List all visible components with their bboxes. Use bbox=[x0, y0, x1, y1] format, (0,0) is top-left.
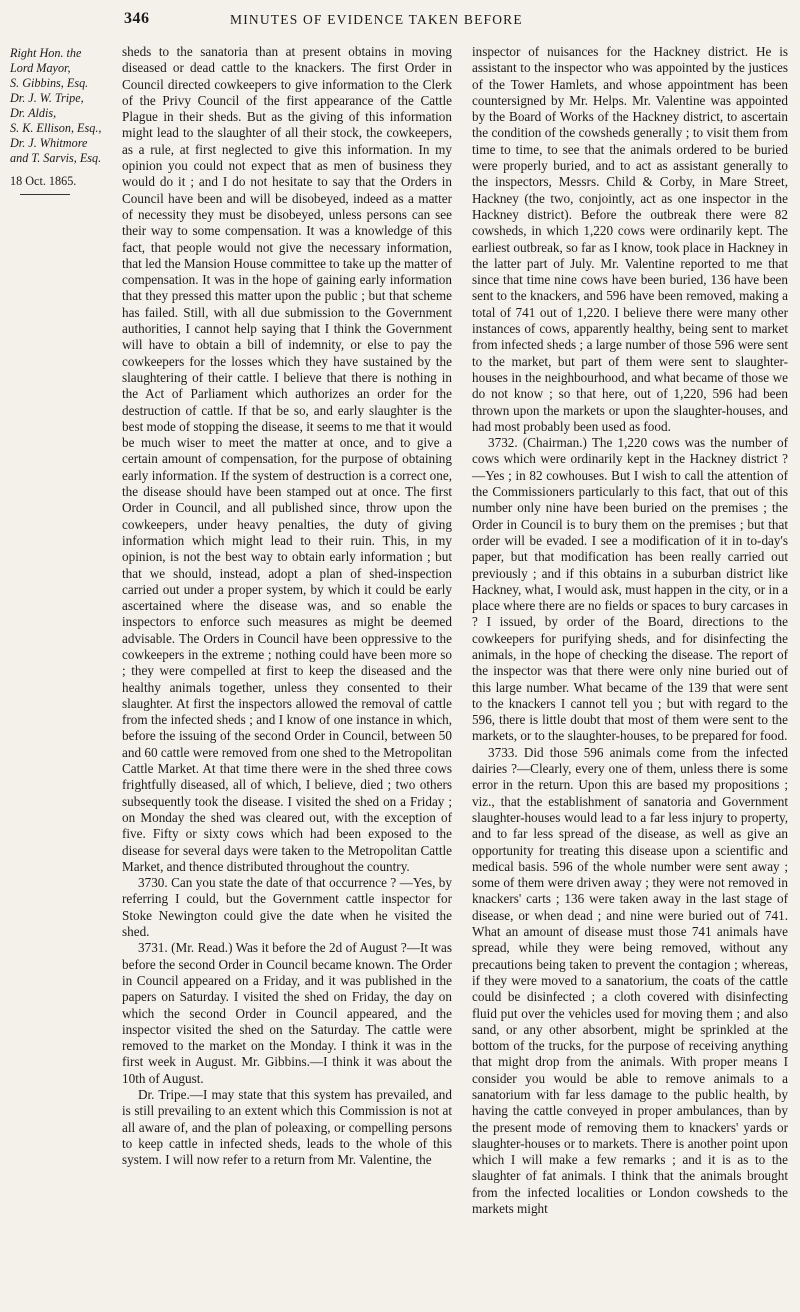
margin-note bbox=[10, 46, 102, 199]
left-column bbox=[122, 44, 452, 1168]
margin-rule bbox=[20, 194, 70, 195]
witness-gibbins: S. Gibbins, Esq. bbox=[10, 76, 89, 90]
paragraph-3730: 3730. Can you state the date of that occurrence ? —Yes, by referring I could, but the Government cattle inspector for Stoke Newington could give the date when he visited the shed. bbox=[122, 875, 452, 940]
paragraph-dr-tripe: Dr. Tripe.—I may state that this system has prevailed, and is still prevailing to an extent which this Commission is not at all aware of, and the plan of poleaxing, or compelling persons to keep cattle in infected sheds, leads to the whole of this system. I will now refer to a return from Mr. Valentine, the bbox=[122, 1087, 452, 1168]
witness-ellison: S. K. Ellison, Esq., bbox=[10, 121, 102, 135]
witness-aldis: Dr. Aldis, bbox=[10, 106, 57, 120]
paragraph: inspector of nuisances for the Hackney district. He is assistant to the inspector who was appointed by the justices of the Tower Hamlets, and whose appointment has been countersigned by Mr. Helps. Mr. Valentine was appointed by the Board of Works of the Hackney district, to ascertain the condition of the cowsheds generally ; to visit them from time to time, to see that the animals ordered to be buried were properly buried, and to act as assistant generally to the inspectors, Messrs. Child & Corby, in Mare Street, Hackney (the two, conjointly, act as one inspector in the Hackney district). Before the outbreak there were 82 cowsheds, in which 1,220 cows were ordinarily kept. The earliest outbreak, so far as I know, took place in Hackney in the latter part of July. Mr. Valentine reported to me that since that time nine cows have been buried, 136 have been sent to the knackers, and 596 have been removed, making a total of 741 out of 1,220. I believe there were many other instances of cows, apparently healthy, being sent to market from infected sheds ; a large number of those 596 were sent to the market, but part of them were sent to slaughter-houses in the neighbourhood, and what became of those we do not know ; so that here, out of 1,220, 596 had been thrown upon the markets or upon the slaughter-houses, and had most probably been used as food. bbox=[472, 44, 788, 434]
right-column bbox=[472, 44, 788, 1217]
witness-whitmore-sarvis: Dr. J. Whitmore and T. Sarvis, Esq. bbox=[10, 136, 102, 165]
running-head: MINUTES OF EVIDENCE TAKEN BEFORE bbox=[230, 12, 523, 27]
page-number: 346 bbox=[124, 10, 150, 27]
hearing-date: 18 Oct. 1865. bbox=[10, 174, 77, 188]
witness-lord-mayor: Right Hon. the Lord Mayor, bbox=[10, 46, 82, 75]
paragraph-3732: 3732. (Chairman.) The 1,220 cows was the number of cows which were ordinarily kept in the Hackney district ?—Yes ; in 82 cowhouses. But I wish to call the attention of the Commissioners particularly to this fact, that out of this number only nine have been buried on the premises ; the Order in Council is to bury them on the premises ; but that order will be evaded. I see a modification of it in to-day's paper, but that modification has been really carried out previously ; and if this obtains in a suburban district like Hackney, what, I would ask, must happen in the city, or in a place where there are no fields or spaces to bury carcases in ? I issued, by order of the Board, directions to the cowkeepers for purifying sheds, and for disinfecting the animals, in the hope of checking the disease. The report of the inspector was that there were only nine buried out of this large number. What became of the 139 that were sent to the knackers I cannot tell you ; but with regard to the 596, there is little doubt that most of them were sent to the markets, or to the slaughter-houses, to be prepared for food. bbox=[472, 435, 788, 744]
paragraph-3733: 3733. Did those 596 animals come from the infected dairies ?—Clearly, every one of them, unless there is some error in the return. Upon this are based my propositions ; viz., that the establishment of sanatoria and Government slaughter-houses would lead to a far less injury to property, and to far less spread of the disease, as well as give an opportunity for treating this disease upon a scientific and medical basis. 596 of the whole number were sent away ; some of them were driven away ; they were not removed in knackers' carts ; 136 were taken away in the last stage of disease, or when dead ; and nine were buried out of 741. What an amount of disease must those 741 animals have spread, while they were being removed, without any precautions being taken to prevent the contagion ; whereas, if they were moved to a sanatorium, the coats of the cattle could be disinfected ; a cloth covered with disinfecting fluid put over the vehicles used for moving them ; and also sand, or any other absorbent, might be sprinkled at the bottom of the trucks, for the purpose of receiving anything that might drop from the animals. With proper means I consider you would be able to remove animals to a sanatorium with far less damage to the public health, by having the cattle conveyed in proper ambulances, than by the present mode of removing them to knackers' yards or slaughter-houses or to markets. There is another point upon which I will make a few remarks ; and it is as to the slaughter of fat animals. I think that the animals brought from the infected localities or London cowsheds to the markets might bbox=[472, 744, 788, 1217]
paragraph-3731: 3731. (Mr. Read.) Was it before the 2d of August ?—It was before the second Order in Council became known. The Order in Council appeared on a Friday, and it was published in the papers on Saturday. I visited the shed on Friday, the day on which the second Order in Council appeared, and the inspector visited the shed on the Saturday. The cattle were removed to the market on the Monday. I think it was in the first week in August. Mr. Gibbins.—I think it was about the 10th of August. bbox=[122, 940, 452, 1086]
paragraph: sheds to the sanatoria than at present obtains in moving diseased or dead cattle to the knackers. The first Order in Council directed cowkeepers to give information to the Clerk of the Privy Council of the first appearance of the Cattle Plague in their sheds. But as the giving of this information might lead to the slaughter of all their stock, the cowkeepers, as a rule, at first neglected to give this information. In my opinion you could not expect that as men of business they would do it ; and I do not hesitate to say that the Orders in Council have been and will be disobeyed, indeed as a matter of necessity they must be disobeyed, unless persons can see their way to some compensation. It was a knowledge of this fact, that people would not give the necessary information, that led the Mansion House committee to take up the matter of compensation. It was in the hope of gaining early information that they pressed this matter upon the public ; but that scheme has failed. Still, with all due submission to the Government authorities, I cannot help saying that I think the Government will have to obtain a bill of indemnity, or else to pay the cowkeepers for the losses which they have sustained by the slaughtering of their cattle. I believe that there is nothing in the Act of Parliament which authorizes an order for the destruction of cattle. If that be so, and early slaughter is the best mode of stopping the disease, it seems to me that it would be much wiser to meet the matter at once, and to give a certain amount of compensation, for the purpose of obtaining early information. If the system of destruction is a correct one, the disease should have been stamped out at once. The first Order in Council, and all published since, throw upon the cowkeepers, under heavy penalties, the duty of giving information which might lead to their ruin. This, in my opinion, is not the best way to obtain early information ; but that we should, instead, adopt a plan of shed-inspection carried out under a proper system, by which it could be early ascertained where the disease was, and so enable the inspectors to enforce such measures as might be deemed advisable. The Orders in Council have been oppressive to the cowkeepers in the extreme ; nothing could have been more so ; they were compelled at first to keep the diseased and the healthy animals together, unless they consented to their slaughter. At first the inspectors allowed the removal of cattle from the infected sheds ; and I know of one instance in which, before the issuing of the second Order in Council, between 50 and 60 cattle were removed from one shed to the Metropolitan Cattle Market. At that time there were in the shed three cows frightfully diseased, all of which, I believe, died ; two others subsequently took the disease. I visited the shed on a Friday ; on Monday the shed was cleared out, with the exception of five. Fifty or sixty cows which had been exposed to the disease for several days were taken to the Metropolitan Cattle Market, and thence distributed throughout the country. bbox=[122, 44, 453, 874]
witness-tripe: Dr. J. W. Tripe, bbox=[10, 91, 84, 105]
page-header bbox=[0, 8, 800, 38]
